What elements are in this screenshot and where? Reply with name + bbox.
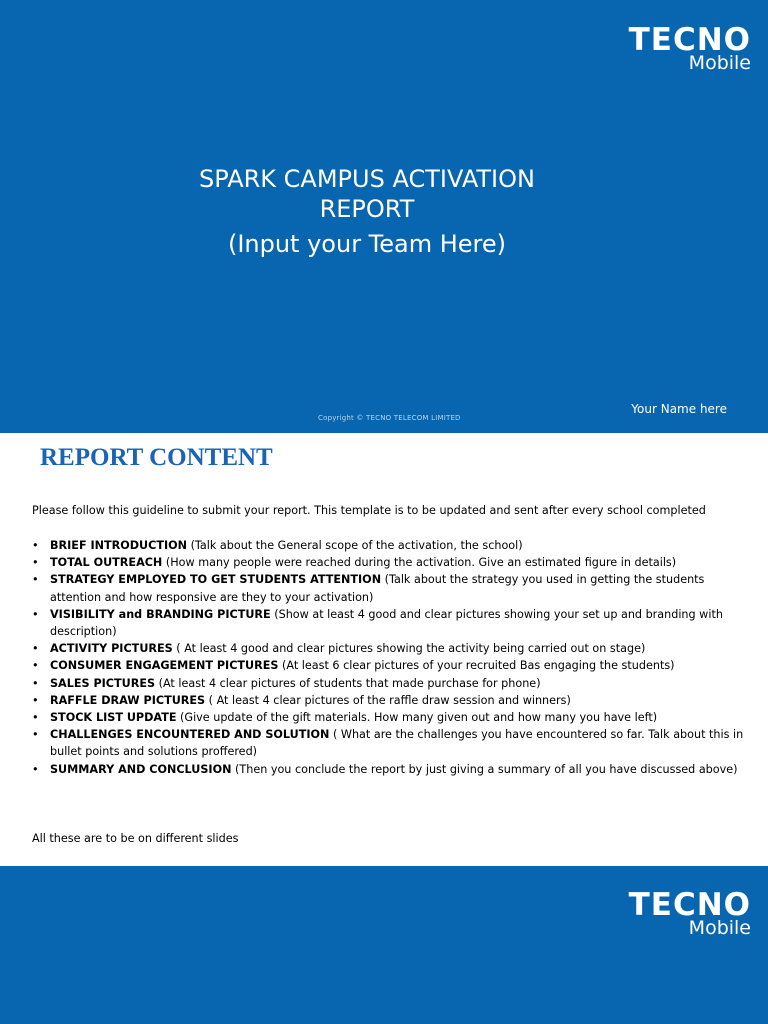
item-text: ( At least 4 clear pictures of the raffle draw session and winners) bbox=[205, 693, 571, 707]
cover-subtitle: (Input your Team Here) bbox=[227, 230, 507, 258]
item-text: (Give update of the gift materials. How many given out and how many you have left) bbox=[176, 711, 658, 725]
item-text: (How many people were reached during the activation. Give an estimated figure in details) bbox=[162, 556, 677, 570]
item-text: (At least 6 clear pictures of your recruited Bas engaging the students) bbox=[278, 659, 675, 673]
author-placeholder: Your Name here bbox=[631, 402, 727, 416]
footer-note: All these are to be on different slides bbox=[32, 832, 239, 845]
cover-title-line2: REPORT bbox=[319, 195, 415, 223]
item-text: (At least 4 clear pictures of students that made purchase for phone) bbox=[155, 676, 541, 690]
item-label: CONSUMER ENGAGEMENT PICTURES bbox=[50, 659, 279, 673]
logo-brand: TECNO bbox=[628, 22, 751, 58]
item-label: VISIBILITY and BRANDING PICTURE bbox=[50, 607, 271, 621]
item-label: CHALLENGES ENCOUNTERED AND SOLUTION bbox=[50, 728, 330, 742]
list-item bbox=[32, 709, 744, 726]
list-item bbox=[32, 571, 744, 605]
item-text: (Talk about the General scope of the activation, the school) bbox=[187, 539, 523, 552]
report-content-heading: REPORT CONTENT bbox=[40, 444, 273, 471]
cover-title bbox=[0, 164, 734, 224]
list-item bbox=[32, 606, 744, 640]
item-text: (Then you conclude the report by just giving a summary of all you have discussed above) bbox=[231, 762, 738, 776]
tecno-logo bbox=[629, 24, 751, 73]
guideline-list bbox=[32, 537, 744, 778]
item-text: (Show at least 4 good and clear pictures showing your set up and branding with description) bbox=[50, 607, 723, 639]
item-text: ( At least 4 good and clear pictures showing the activity being carried out on stage) bbox=[172, 642, 646, 656]
intro-text: Please follow this guideline to submit your report. This template is to be updated and sent after every school completed bbox=[32, 504, 706, 517]
list-item bbox=[32, 640, 744, 657]
item-label: TOTAL OUTREACH bbox=[50, 556, 163, 570]
item-label: BRIEF INTRODUCTION bbox=[50, 539, 188, 552]
item-label: RAFFLE DRAW PICTURES bbox=[50, 693, 206, 707]
list-item bbox=[32, 692, 744, 709]
list-item bbox=[32, 657, 744, 674]
list-item bbox=[32, 761, 744, 778]
item-label: STRATEGY EMPLOYED TO GET STUDENTS ATTENTION bbox=[50, 573, 382, 587]
copyright-text: Copyright © TECNO TELECOM LIMITED bbox=[318, 414, 461, 422]
list-item bbox=[32, 554, 744, 571]
logo-sub: Mobile bbox=[688, 52, 751, 74]
logo-brand: TECNO bbox=[628, 887, 751, 923]
item-label: SALES PICTURES bbox=[50, 676, 156, 690]
tecno-logo-bottom bbox=[629, 889, 751, 938]
cover-title-line1: SPARK CAMPUS ACTIVATION bbox=[199, 165, 535, 193]
report-content-slide bbox=[0, 433, 768, 866]
list-item bbox=[32, 726, 744, 760]
logo-sub: Mobile bbox=[688, 917, 751, 939]
list-item bbox=[32, 537, 744, 554]
item-label: SUMMARY AND CONCLUSION bbox=[50, 762, 232, 776]
item-text: ( What are the challenges you have encountered so far. Talk about this in bullet points and solutions proffered) bbox=[50, 728, 744, 759]
item-label: STOCK LIST UPDATE bbox=[50, 711, 177, 725]
list-item bbox=[32, 675, 744, 692]
cover-slide bbox=[0, 0, 768, 433]
item-text: (Talk about the strategy you used in getting the students attention and how responsive are they to your activation) bbox=[50, 573, 705, 604]
item-label: ACTIVITY PICTURES bbox=[50, 642, 173, 656]
